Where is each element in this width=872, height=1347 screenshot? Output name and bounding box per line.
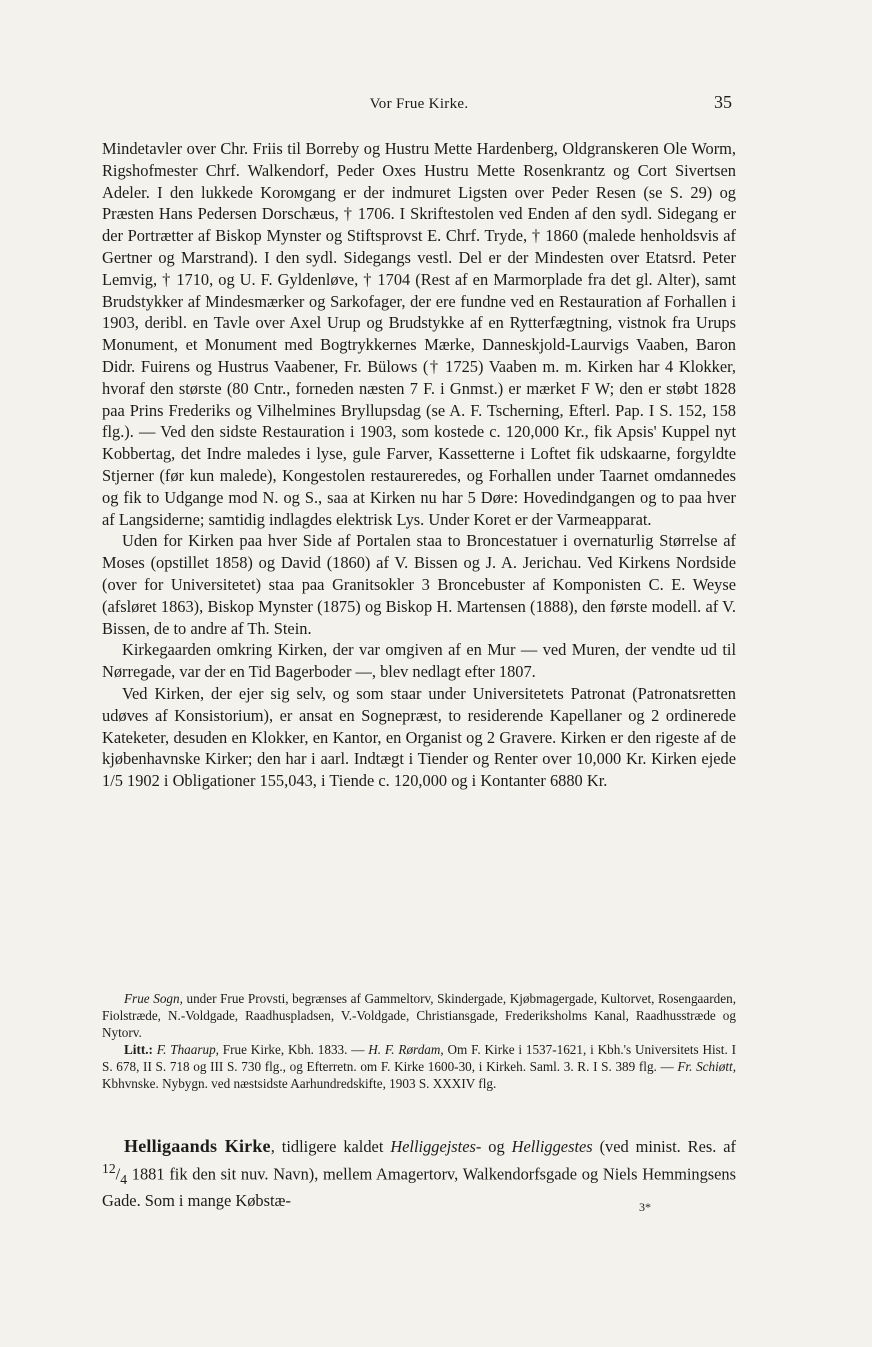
paragraph-churchyard: Kirkegaarden omkring Kirken, der var omgiven af en Mur — ved Muren, der vendte ud til Nørregade, var der en Tid Bagerboder —, blev nedlagt efter 1807. xyxy=(102,640,736,682)
ref-schiott: Kbhvnske. Nybygn. ved næstsidste Aarhundredskifte, 1903 S. XXXIV flg. xyxy=(102,1076,497,1091)
paragraph-statues: Uden for Kirken paa hver Side af Portalen staa to Broncestatuer i overnaturlig Størrelse af Moses (opstillet 1858) og David (1860) af V. Bissen og J. A. Jerichau. Ved Kirkens Nordside (over for Universitetet) staa paa Granitsokler 3 Broncebuster af Komponisten C. E. Weyse (afsløret 1863), Biskop Mynster (1875) og Biskop H. Martensen (1888), den første modell. af V. Bissen, de to andre af Th. Stein. xyxy=(102,531,736,638)
running-head xyxy=(102,92,736,116)
page-title: Vor Frue Kirke. xyxy=(369,96,469,112)
ref-thaarup: Frue Kirke, Kbh. 1833. — xyxy=(218,1042,369,1057)
section-text-2: og xyxy=(481,1137,512,1156)
date-day: 12 xyxy=(102,1160,116,1176)
ref-rordam: Om F. Kirke i 1537-1621, i Kbh.'s Universitets Hist. I S. 678, II S. 718 og III S. 730 flg., og Efterretn. om F. Kirke 1600-30, i Kirkeh. Saml. 3. R. I S. 389 flg. — xyxy=(102,1042,736,1074)
page-number: 35 xyxy=(714,92,732,112)
footnotes xyxy=(102,990,736,1092)
section-heading: Helligaands Kirke xyxy=(124,1136,271,1156)
section-text-1: , tidligere kaldet xyxy=(270,1137,391,1156)
section-text-4: 1881 fik den sit nuv. Navn), mellem Amagertorv, Walkendorfsgade og Niels Hemmingsens Gade. Som i mange Købstæ- xyxy=(102,1164,736,1211)
note-literature xyxy=(102,1041,736,1092)
author-thaarup: F. Thaarup, xyxy=(156,1042,219,1057)
paragraph-administration: Ved Kirken, der ejer sig selv, og som staar under Universitetets Patronat (Patronatsretten udøves af Konsistorium), er ansat en Sognepræst, to residerende Kapellaner og 2 ordinerede Kateketer, desuden en Klokker, en Kantor, en Organist og 2 Gravere. Kirken er den rigeste af de kjøbenhavnske Kirker; den har i aarl. Indtægt i Tiender og Renter over 10,000 Kr. Kirken ejede 1/5 1902 i Obligationer 155,043, i Tiende c. 120,000 og i Kontanter 6880 Kr. xyxy=(102,683,736,791)
note-parish xyxy=(102,990,736,1041)
note-parish-title: Frue Sogn, xyxy=(124,991,183,1006)
body-text xyxy=(102,138,736,792)
section-text-3: (ved minist. Res. af xyxy=(592,1137,737,1156)
author-schiott: Fr. Schiøtt, xyxy=(677,1059,736,1074)
paragraph-monuments: Mindetavler over Chr. Friis til Borreby og Hustru Mette Hardenberg, Oldgranskeren Ole Worm, Rigshofmester Chrf. Walkendorf, Peder Oxes Hustru Mette Rosenkrantz og Cort Sivertsen Adeler. I den lukkede Korомgang er der indmuret Ligsten over Peder Resen (se S. 29) og Præsten Hans Pedersen Dorschæus, † 1706. I Skriftestolen ved Enden af den sydl. Sidegang er der Portrætter af Biskop Mynster og Stiftsprovst E. Chrf. Tryde, † 1860 (malede henholdsvis af Gertner og Marstrand). I den sydl. Sidegangs vestl. Del er der Mindesten over Etatsrd. Peter Lemvig, † 1710, og U. F. Gyldenløve, † 1704 (Rest af en Marmorplade fra det gl. Alter), samt Brudstykker af Mindesmærker og Sarkofager, der ere fundne ved en Restauration af Forhallen i 1903, deribl. en Tavle over Axel Urup og Brudstykke af en Rytterfægtning, vistnok fra Urups Monument, et Monument med Bogtrykkernes Mærke, Danneskjold-Laurvigs Vaaben, Baron Didr. Fuirens og Hustrus Vaabener, Fr. Bülows († 1725) Vaaben m. m. Kirken har 4 Klokker, hvoraf den største (80 Cntr., forneden næsten 7 F. i Gnmst.) er mærket F W; den er støbt 1828 paa Prins Frederiks og Vilhelmines Bryllupsdag (se A. F. Tscherning, Efterl. Pap. I S. 152, 158 flg.). — Ved den sidste Restauration i 1903, som kostede c. 120,000 Kr., fik Apsis' Kuppel nyt Kobbertag, det Indre maledes i lyse, gule Farver, Kassetterne i Loftet fik udskaarne, forgyldte Stjerner (før kun malede), Kongestolen restaureredes, og Forhallen under Taarnet omdannedes og fik to Udgange mod N. og S., saa at Kirken nu har 5 Døre: Hovedindgangen og to paa hver af Langsiderne; samtidig indlagdes elektrisk Lys. Under Koret er der Varmeapparat. xyxy=(102,139,736,529)
section-paragraph: Helligaands Kirke, tidligere kaldet Helliggejstes- og Helliggestes (ved minist. Res. af $^{12}/_4$ 1881 fik den sit nuv. Navn), mellem Amagertorv, Walkendorfsgade og Niels Hemmingsens Gade. Som i mange Købstæ- xyxy=(102,1136,737,1211)
section-italic-2: Helliggestes xyxy=(511,1137,593,1156)
author-rordam: H. F. Rørdam, xyxy=(368,1042,444,1057)
section-italic-1: Helliggejstes- xyxy=(390,1137,482,1156)
signature-mark: 3* xyxy=(639,1200,651,1214)
date-month: 4 xyxy=(120,1171,128,1187)
note-literature-label: Litt.: xyxy=(124,1042,153,1057)
note-parish-text: under Frue Provsti, begrænses af Gammeltorv, Skindergade, Kjøbmagergade, Kultorvet, Rosengaarden, Fiolstræde, N.-Voldgade, Raadhuspladsen, V.-Voldgade, Christiansgade, Frederiksholms Kanal, Raadhusstræde og Nytorv. xyxy=(102,991,736,1040)
